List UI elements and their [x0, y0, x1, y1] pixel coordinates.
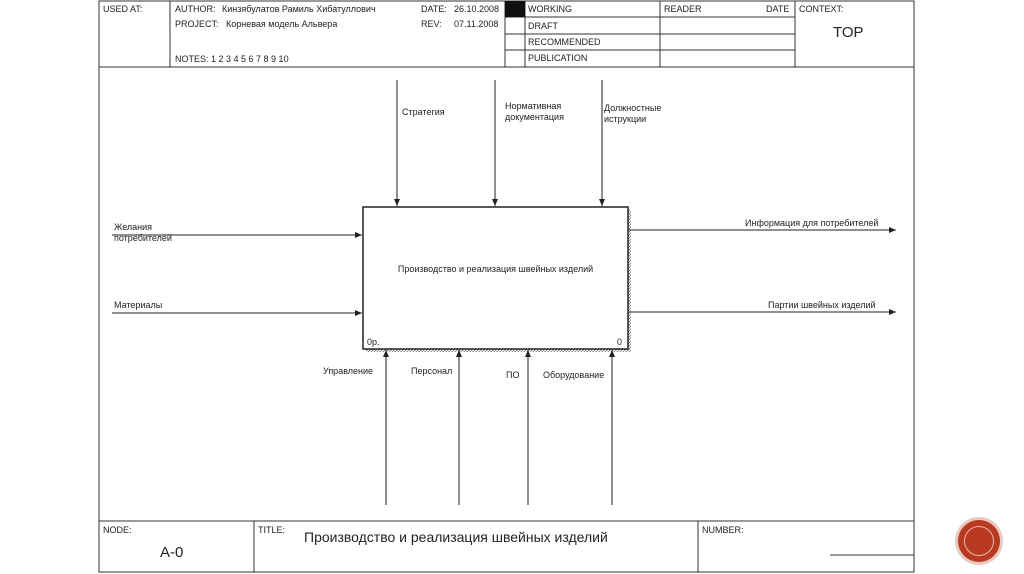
- function-box-title: Производство и реализация швейных изделий: [397, 264, 594, 274]
- node-label: NODE:: [103, 525, 132, 535]
- project-label: PROJECT:: [175, 19, 219, 29]
- mechanism-label-software: ПО: [506, 370, 520, 380]
- diagram-title: Производство и реализация швейных изделий: [304, 529, 608, 545]
- author-value: Кинзябулатов Рамиль Хибатуллович: [222, 4, 376, 14]
- status-recommended: RECOMMENDED: [528, 37, 601, 47]
- function-box-cost: 0р.: [367, 337, 380, 347]
- project-value: Корневая модель Альвера: [226, 19, 338, 29]
- function-box: [363, 207, 628, 349]
- rev-label: REV:: [421, 19, 442, 29]
- input-label-wishes: Желания потребителей: [114, 222, 172, 243]
- number-label: NUMBER:: [702, 525, 744, 535]
- rev-value: 07.11.2008: [454, 19, 499, 29]
- control-label-strategy: Стратегия: [402, 107, 445, 117]
- date-column-label: DATE: [766, 4, 790, 14]
- output-label-batches: Партии швейных изделий: [768, 300, 876, 310]
- context-value: TOP: [833, 24, 864, 41]
- control-label-instructions: Должностные иструкции: [604, 103, 662, 124]
- control-label-regulations: Нормативная документация: [505, 101, 564, 122]
- author-label: AUTHOR:: [175, 4, 216, 14]
- title-label: TITLE:: [258, 525, 286, 535]
- next-slide-button[interactable]: [958, 520, 1000, 562]
- date-value: 26.10.2008: [454, 4, 500, 14]
- mechanism-label-management: Управление: [323, 366, 374, 376]
- status-publication: PUBLICATION: [528, 53, 588, 63]
- notes-label: NOTES: 1 2 3 4 5 6 7 8 9 10: [175, 54, 289, 64]
- status-draft: DRAFT: [528, 21, 558, 31]
- mechanism-label-equipment: Оборудование: [543, 370, 605, 380]
- status-working: WORKING: [528, 4, 572, 14]
- button-ring: [964, 526, 994, 556]
- node-value: A-0: [160, 544, 184, 561]
- function-box-number: 0: [617, 337, 623, 347]
- mechanism-label-personnel: Персонал: [411, 366, 453, 376]
- input-label-materials: Материалы: [114, 300, 163, 310]
- date-label: DATE:: [421, 4, 447, 14]
- reader-label: READER: [664, 4, 702, 14]
- used-at-label: USED AT:: [103, 4, 143, 14]
- output-label-info: Информация для потребителей: [745, 218, 879, 228]
- context-label: CONTEXT:: [799, 4, 844, 14]
